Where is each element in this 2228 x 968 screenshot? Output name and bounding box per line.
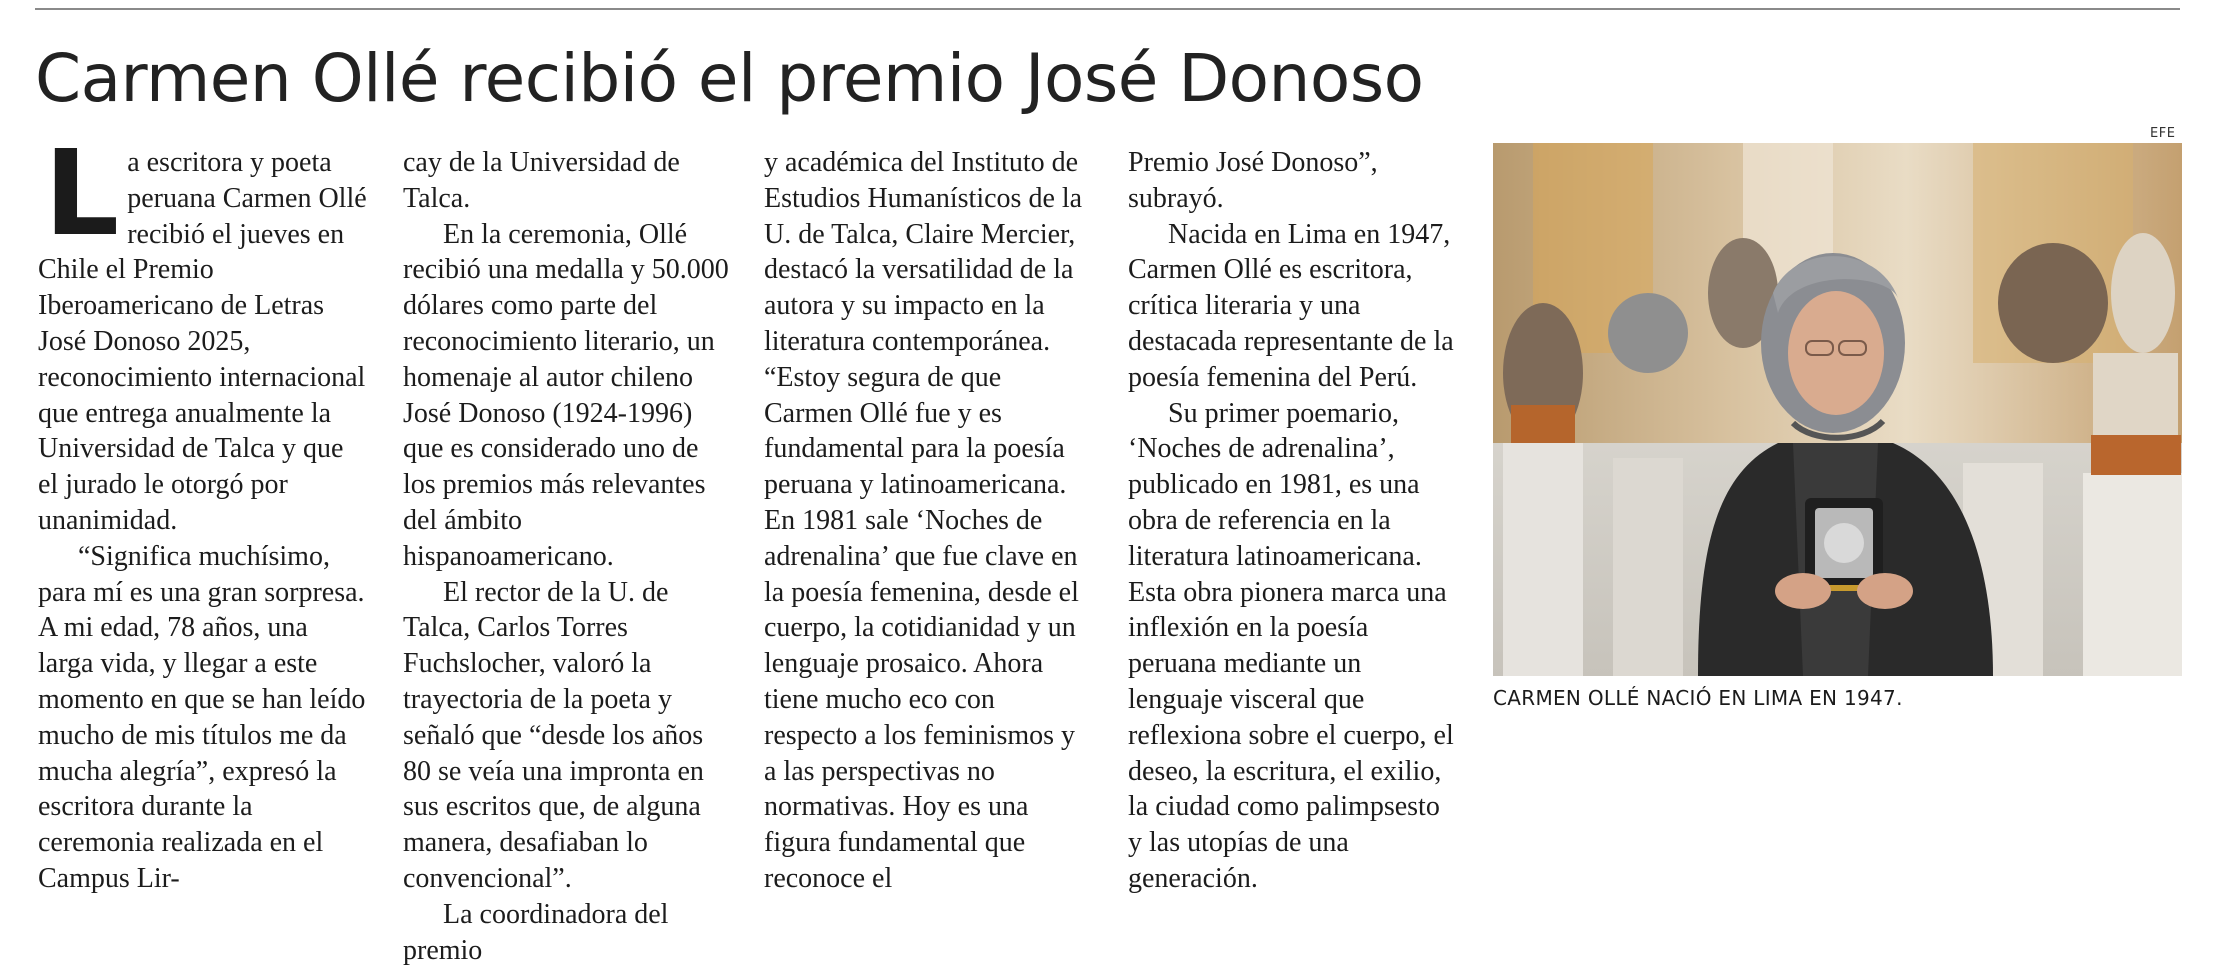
paragraph-text: a escritora y poeta peruana Carmen Ollé recibió el jueves en Chile el Premio Iberoamericano de Letras José Donoso 2025, reconocimiento internacional que entrega anualmente la Universidad de Talca y que el jurado le otorgó por unanimidad.: [38, 147, 367, 536]
paragraph: Nacida en Lima en 1947, Carmen Ollé es escritora, crítica literaria y una destacada representante de la poesía femenina del Perú.: [1128, 218, 1454, 393]
paragraph: La coordinadora del premio: [403, 898, 669, 966]
paragraph: [38, 124, 368, 539]
paragraph: En la ceremonia, Ollé recibió una medalla y 50.000 dólares como parte del reconocimiento literario, un homenaje al autor chileno José Donoso (1924-1996) que es considerado uno de los premios más relevantes del ámbito hispanoamericano.: [403, 218, 729, 572]
article-column-4: [1128, 145, 1458, 897]
paragraph: Su primer poemario, ‘Noches de adrenalina’, publicado en 1981, es una obra de referencia en la literatura latinoamericana. Esta obra pionera marca una inflexión en la poesía peruana mediante un lenguaje visceral que reflexiona sobre el cuerpo, el deseo, la escritura, el exilio, la ciudad como palimpsesto y las utopías de una generación.: [1128, 397, 1454, 894]
article-column-2: [403, 145, 733, 968]
photo-caption: CARMEN OLLÉ NACIÓ EN LIMA EN 1947.: [1493, 686, 1903, 710]
top-rule: [35, 8, 2180, 10]
paragraph: y académica del Instituto de Estudios Humanísticos de la U. de Talca, Claire Mercier, destacó la versatilidad de la autora y su impacto en la literatura contemporánea. “Estoy segura de que Carmen Ollé fue y es fundamental para la poesía peruana y latinoamericana. En 1981 sale ‘Noches de adrenalina’ que fue clave en la poesía femenina, desde el cuerpo, la cotidianidad y un lenguaje prosaico. Ahora tiene mucho eco con respecto a los feminismos y a las perspectivas no normativas. Hoy es una figura fundamental que reconoce el: [764, 147, 1083, 894]
paragraph: Premio José Donoso”, subrayó.: [1128, 147, 1378, 214]
photo-illustration: [1493, 143, 2182, 676]
article-column-3: [764, 145, 1094, 897]
paragraph: El rector de la U. de Talca, Carlos Torres Fuchslocher, valoró la trayectoria de la poeta y señaló que “desde los años 80 se veía una impronta en sus escritos que, de alguna manera, desafiaban lo convencional”.: [403, 576, 704, 894]
photo-credit: EFE: [2150, 126, 2176, 141]
drop-cap: L: [44, 124, 120, 262]
article-column-1: [38, 124, 368, 897]
paragraph: “Significa muchísimo, para mí es una gran sorpresa. A mi edad, 78 años, una larga vida, y llegar a este momento en que se han leído mucho de mis títulos me da mucha alegría”, expresó la escritora durante la ceremonia realizada en el Campus Lir-: [38, 540, 366, 894]
article-photo: [1493, 143, 2182, 676]
paragraph: cay de la Universidad de Talca.: [403, 147, 680, 214]
headline: Carmen Ollé recibió el premio José Donoso: [35, 40, 1424, 117]
